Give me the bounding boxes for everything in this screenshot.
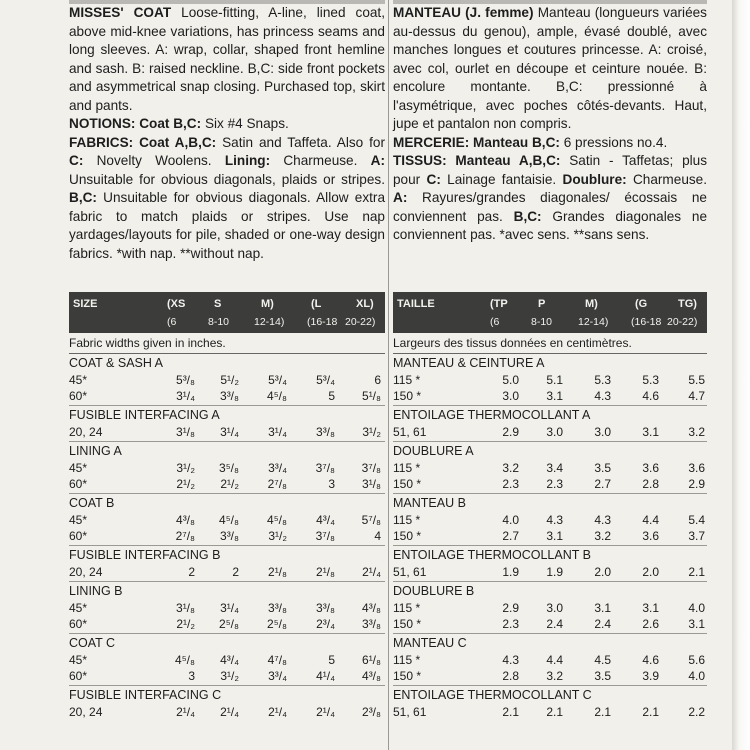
yardage-value: 6 — [374, 373, 381, 387]
group-title: FUSIBLE INTERFACING B — [69, 548, 221, 562]
table-row — [69, 616, 385, 632]
fabric-width: 51, 61 — [393, 705, 427, 719]
yardage-value: 3³/₈ — [362, 617, 381, 631]
yardage-value: 3.5 — [594, 669, 611, 683]
lining-label: Lining: — [224, 153, 271, 168]
yardage-value: 2.9 — [688, 477, 705, 491]
yardage-value: 4.3 — [502, 653, 519, 667]
column-divider — [388, 0, 389, 750]
table-row — [69, 424, 385, 440]
yardage-value: 3 — [328, 477, 335, 491]
yardage-value: 3¹/₈ — [176, 601, 195, 615]
yardage-value: 4¹/₄ — [316, 669, 335, 683]
yardage-value: 2.0 — [642, 565, 659, 579]
size-col-3-sub: 12-14) — [254, 316, 285, 328]
group-title: MANTEAU & CEINTURE A — [393, 356, 545, 370]
yardage-value: 2.7 — [502, 529, 519, 543]
size-col-4: (G — [635, 298, 648, 310]
yardage-value: 2.1 — [642, 705, 659, 719]
size-col-5-sub: 20-22) — [345, 316, 376, 328]
group-title: MANTEAU C — [393, 636, 467, 650]
yardage-value: 2³/₄ — [316, 617, 335, 631]
size-col-1-sub: (6 — [167, 316, 177, 328]
table-row — [393, 388, 707, 404]
fabric-width: 45* — [69, 601, 88, 615]
yardage-value: 3¹/₄ — [220, 601, 239, 615]
table-row — [69, 388, 385, 404]
group-title: DOUBLURE B — [393, 584, 475, 598]
english-description — [69, 4, 385, 263]
yardage-value: 2⁵/₈ — [267, 617, 287, 631]
yardage-value: 4³/₈ — [176, 513, 195, 527]
fabrics-label: FABRICS: Coat A,B,C: — [69, 134, 217, 150]
size-col-1: (XS — [167, 298, 186, 310]
size-col-1-sub: (6 — [490, 316, 500, 328]
yardage-value: 3³/₈ — [316, 425, 335, 439]
yardage-value: 3¹/₂ — [268, 529, 287, 543]
size-col-2-sub: 8-10 — [531, 316, 553, 328]
yardage-value: 2¹/₄ — [362, 565, 381, 579]
yardage-value: 4.3 — [546, 513, 563, 527]
fabric-width: 150 * — [393, 617, 422, 631]
yardage-value: 4 — [374, 529, 381, 543]
table-row — [393, 372, 707, 388]
yardage-value: 3¹/₈ — [362, 477, 381, 491]
fabric-width: 20, 24 — [69, 705, 103, 719]
view-bc-label: B,C: — [513, 208, 542, 224]
view-a-text: Unsuitable for obvious diagonals, plaids or stripes. — [69, 171, 385, 187]
table-row — [69, 528, 385, 544]
size-label: TAILLE — [397, 298, 435, 310]
yardage-value: 5⁷/₈ — [361, 513, 381, 527]
group-rule — [69, 493, 385, 494]
fabrics-label: TISSUS: Manteau A,B,C: — [393, 153, 561, 168]
fabric-width: 45* — [69, 373, 88, 387]
group-title: DOUBLURE A — [393, 444, 474, 458]
table-row — [393, 564, 707, 580]
table-row — [393, 512, 707, 528]
garment-description: Manteau (longueurs variées au-dessus du genou), ample, évasé doublé, avec manches longues et coutures princesse. A: croisé, avec col, ourlet en découpe et ceinture nouée. B: encolure montante. B,C: pressionné à l'asymétrique, avec poches côtés-devants. Haut, jupe et pantalon non compris. — [393, 5, 707, 131]
size-col-3: M) — [585, 298, 598, 310]
yardage-value: 3.2 — [502, 461, 519, 475]
yardage-value: 4⁵/₈ — [175, 653, 195, 667]
yardage-value: 5³/₄ — [268, 373, 287, 387]
size-col-5: TG) — [678, 298, 697, 310]
fabric-width: 51, 61 — [393, 425, 427, 439]
yardage-value: 4.6 — [642, 653, 659, 667]
table-row — [69, 600, 385, 616]
size-col-2-sub: 8-10 — [208, 316, 230, 328]
garment-description: Loose-fitting, A-line, lined coat, above mid-knee variations, has princess seams and long sleeves. A: wrap, collar, shaped front hemline and sash. B: raised neckline. B,C: side front pockets and asymmetrical snap closing. Purchased top, skirt and pants. — [69, 5, 385, 113]
yardage-value: 1.9 — [546, 565, 563, 579]
fabric-width: 115 * — [393, 373, 421, 387]
yardage-value: 3.1 — [594, 601, 611, 615]
fabric-width: 60* — [69, 477, 88, 491]
view-a-text: Rayures/grandes diagonales/ écossais ne conviennent pas. — [393, 190, 707, 224]
yardage-value: 4⁵/₈ — [267, 513, 287, 527]
notions-text: Six #4 Snaps. — [204, 116, 289, 131]
fabric-width: 51, 61 — [393, 565, 427, 579]
view-a-label: A: — [370, 153, 385, 168]
size-col-5: XL) — [356, 298, 374, 310]
fabrics-c-label: C: — [69, 153, 84, 168]
view-bc-text: Unsuitable for obvious diagonals. Allow extra fabric to match plaids or stripes. Use nap yardages/layouts for pile, shaded or one-way design fabrics. *with nap. **without nap. — [69, 190, 386, 261]
group-title: COAT & SASH A — [69, 356, 164, 370]
fabric-width: 20, 24 — [69, 425, 103, 439]
size-col-1: (TP — [490, 298, 508, 310]
table-row — [69, 512, 385, 528]
yardage-value: 4.0 — [688, 601, 705, 615]
fabric-width: 115 * — [393, 461, 421, 475]
yardage-value: 1.9 — [502, 565, 519, 579]
yardage-value: 3.1 — [642, 601, 659, 615]
yardage-value: 4.0 — [688, 669, 705, 683]
yardage-value: 2¹/₄ — [220, 705, 239, 719]
yardage-value: 2.9 — [502, 601, 519, 615]
yardage-value: 2 — [188, 565, 195, 579]
yardage-value: 5³/₄ — [316, 373, 335, 387]
yardage-value: 4³/₈ — [362, 601, 381, 615]
yardage-value: 4³/₄ — [316, 513, 335, 527]
yardage-value: 2.0 — [594, 565, 611, 579]
yardage-value: 2.1 — [594, 705, 611, 719]
view-bc-label: B,C: — [69, 190, 97, 205]
group-rule — [69, 633, 385, 634]
yardage-value: 3¹/₂ — [176, 461, 195, 475]
table-row — [393, 476, 707, 492]
yardage-value: 3.2 — [594, 529, 611, 543]
yardage-value: 4.7 — [688, 389, 705, 403]
view-bc-text: Grandes diagonales ne conviennent pas. *avec sens. **sans sens. — [393, 208, 708, 242]
yardage-value: 2.9 — [502, 425, 519, 439]
yardage-value: 5.4 — [688, 513, 705, 527]
notions-label: MERCERIE: Manteau B,C: — [393, 134, 560, 150]
yardage-value: 5.6 — [688, 653, 705, 667]
yardage-value: 3¹/₄ — [268, 425, 287, 439]
fabric-width: 150 * — [393, 669, 422, 683]
yardage-value: 2.8 — [502, 669, 519, 683]
yardage-value: 3.1 — [642, 425, 659, 439]
yardage-value: 2.4 — [594, 617, 611, 631]
size-table-header — [393, 292, 707, 333]
yardage-value: 3.9 — [642, 669, 659, 683]
yardage-value: 2¹/₈ — [316, 565, 335, 579]
yardage-value: 2.3 — [502, 617, 519, 631]
fabric-width: 60* — [69, 389, 88, 403]
group-title: COAT C — [69, 636, 116, 650]
page-edge — [732, 0, 750, 750]
yardage-value: 5³/₈ — [176, 373, 195, 387]
table-row — [393, 460, 707, 476]
group-title: ENTOILAGE THERMOCOLLANT C — [393, 688, 592, 702]
yardage-value: 2¹/₄ — [268, 705, 287, 719]
yardage-value: 2.1 — [688, 565, 705, 579]
yardage-value: 3.0 — [594, 425, 611, 439]
garment-title: MANTEAU (J. femme) — [393, 5, 534, 20]
table-row — [69, 652, 385, 668]
yardage-value: 3⁷/₈ — [315, 461, 335, 475]
fabric-width: 20, 24 — [69, 565, 103, 579]
size-col-5-sub: 20-22) — [667, 316, 698, 328]
table-row — [69, 460, 385, 476]
yardage-value: 4.5 — [594, 653, 611, 667]
group-title: FUSIBLE INTERFACING C — [69, 688, 222, 702]
yardage-value: 3¹/₄ — [220, 425, 239, 439]
table-row — [69, 564, 385, 580]
yardage-value: 4.0 — [502, 513, 519, 527]
fabric-width: 60* — [69, 617, 88, 631]
yardage-value: 2 — [232, 565, 239, 579]
table-row — [393, 424, 707, 440]
yardage-value: 6¹/₈ — [362, 653, 381, 667]
group-title: LINING A — [69, 444, 122, 458]
yardage-value: 2¹/₈ — [268, 565, 287, 579]
fabrics-text-1: Satin and Taffeta. Also for — [222, 134, 385, 150]
fabric-width: 150 * — [393, 529, 422, 543]
size-col-4: (L — [311, 298, 322, 310]
yardage-value: 4.4 — [546, 653, 563, 667]
yardage-value: 2.7 — [594, 477, 611, 491]
yardage-value: 3.7 — [688, 529, 705, 543]
yardage-value: 5.0 — [502, 373, 519, 387]
yardage-value: 4⁵/₈ — [219, 513, 239, 527]
yardage-value: 2¹/₂ — [220, 477, 239, 491]
yardage-value: 2¹/₄ — [176, 705, 195, 719]
yardage-value: 4³/₈ — [362, 669, 381, 683]
size-col-2: S — [214, 298, 222, 310]
yardage-value: 2.3 — [502, 477, 519, 491]
yardage-value: 5 — [328, 389, 335, 403]
lining-text: Charmeuse. — [283, 153, 358, 168]
yardage-value: 3³/₈ — [220, 389, 239, 403]
yardage-value: 3.0 — [546, 425, 563, 439]
fabrics-text-2: Lainage fantaisie. — [447, 171, 557, 187]
yardage-value: 2¹/₂ — [176, 617, 195, 631]
size-col-2: P — [538, 298, 546, 310]
yardage-value: 3⁷/₈ — [361, 461, 381, 475]
yardage-value: 3³/₈ — [268, 601, 287, 615]
table-row — [69, 668, 385, 684]
notions-label: NOTIONS: Coat B,C: — [69, 116, 202, 131]
yardage-value: 3⁵/₈ — [219, 461, 239, 475]
yardage-value: 4.3 — [594, 389, 611, 403]
fabric-width: 60* — [69, 669, 88, 683]
yardage-value: 2.1 — [546, 705, 563, 719]
table-row — [69, 704, 385, 720]
yardage-value: 3³/₄ — [268, 669, 287, 683]
garment-title: MISSES' COAT — [69, 5, 172, 20]
group-title: ENTOILAGE THERMOCOLLANT A — [393, 408, 591, 422]
fabric-width: 150 * — [393, 389, 422, 403]
yardage-value: 3.5 — [594, 461, 611, 475]
group-title: ENTOILAGE THERMOCOLLANT B — [393, 548, 591, 562]
yardage-value: 2⁵/₈ — [219, 617, 239, 631]
size-label: SIZE — [73, 298, 98, 310]
size-col-4-sub: (16-18 — [631, 316, 662, 328]
yardage-value: 3¹/₄ — [176, 389, 195, 403]
yardage-value: 3.6 — [642, 529, 659, 543]
yardage-value: 2.6 — [642, 617, 659, 631]
yardage-value: 5 — [328, 653, 335, 667]
table-row — [393, 704, 707, 720]
yardage-value: 3¹/₂ — [220, 669, 239, 683]
yardage-value: 2.8 — [642, 477, 659, 491]
yardage-value: 2⁷/₈ — [175, 529, 195, 543]
lining-text: Charmeuse. — [632, 171, 708, 187]
fabrics-text-2: Novelty Woolens. — [96, 153, 212, 168]
yardage-value: 3³/₄ — [268, 461, 287, 475]
yardage-value: 3.1 — [546, 529, 563, 543]
size-col-4-sub: (16-18 — [307, 316, 338, 328]
yardage-value: 4⁷/₈ — [267, 653, 287, 667]
size-col-3-sub: 12-14) — [578, 316, 609, 328]
yardage-value: 3 — [188, 669, 195, 683]
table-row — [393, 668, 707, 684]
yardage-value: 2¹/₂ — [176, 477, 195, 491]
yardage-value: 5.1 — [546, 373, 563, 387]
widths-note: Largeurs des tissus données en centimètres. — [393, 336, 632, 350]
yardage-value: 3.6 — [688, 461, 705, 475]
yardage-value: 5.5 — [688, 373, 705, 387]
french-description — [393, 4, 707, 245]
yardage-value: 3.1 — [546, 389, 563, 403]
yardage-value: 5¹/₂ — [220, 373, 239, 387]
view-a-label: A: — [393, 190, 408, 205]
yardage-value: 5.3 — [594, 373, 611, 387]
yardage-value: 4.6 — [642, 389, 659, 403]
fabric-width: 45* — [69, 653, 88, 667]
yardage-value: 2.4 — [546, 617, 563, 631]
fabric-width: 150 * — [393, 477, 422, 491]
table-row — [393, 600, 707, 616]
yardage-value: 2.2 — [688, 705, 705, 719]
table-row — [69, 476, 385, 492]
lining-label: Doublure: — [562, 171, 627, 187]
yardage-value: 3.0 — [502, 389, 519, 403]
fabric-width: 115 * — [393, 653, 421, 667]
fabric-width: 45* — [69, 513, 88, 527]
yardage-value: 3³/₈ — [220, 529, 239, 543]
yardage-value: 3³/₈ — [316, 601, 335, 615]
fabric-width: 115 * — [393, 601, 421, 615]
size-table-header — [69, 292, 385, 333]
fabric-width: 45* — [69, 461, 88, 475]
yardage-value: 3.2 — [688, 425, 705, 439]
fabrics-c-label: C: — [426, 171, 441, 187]
yardage-value: 2¹/₄ — [316, 705, 335, 719]
yardage-value: 3.4 — [546, 461, 563, 475]
yardage-value: 2³/₈ — [362, 705, 381, 719]
table-row — [69, 372, 385, 388]
group-title: LINING B — [69, 584, 123, 598]
yardage-value: 4.4 — [642, 513, 659, 527]
table-row — [393, 528, 707, 544]
group-title: MANTEAU B — [393, 496, 466, 510]
widths-note: Fabric widths given in inches. — [69, 336, 226, 350]
yardage-value: 4.3 — [594, 513, 611, 527]
group-title: COAT B — [69, 496, 115, 510]
size-col-3: M) — [261, 298, 274, 310]
fabric-width: 60* — [69, 529, 88, 543]
yardage-value: 5.3 — [642, 373, 659, 387]
yardage-value: 4³/₄ — [220, 653, 239, 667]
yardage-value: 2.3 — [546, 477, 563, 491]
yardage-value: 3⁷/₈ — [315, 529, 335, 543]
notions-text: 6 pressions no.4. — [563, 134, 668, 150]
fabrics-text-1: Satin - Taffetas; plus pour — [393, 153, 708, 187]
yardage-value: 3¹/₈ — [176, 425, 195, 439]
yardage-value: 2.1 — [502, 705, 519, 719]
yardage-value: 3.6 — [642, 461, 659, 475]
table-row — [393, 652, 707, 668]
yardage-value: 3.0 — [546, 601, 563, 615]
table-row — [393, 616, 707, 632]
yardage-value: 5¹/₈ — [362, 389, 381, 403]
yardage-value: 2⁷/₈ — [267, 477, 287, 491]
yardage-value: 4⁵/₈ — [267, 389, 287, 403]
yardage-value: 3¹/₂ — [362, 425, 381, 439]
group-title: FUSIBLE INTERFACING A — [69, 408, 220, 422]
fabric-width: 115 * — [393, 513, 421, 527]
yardage-value: 3.2 — [546, 669, 563, 683]
yardage-value: 3.1 — [688, 617, 705, 631]
